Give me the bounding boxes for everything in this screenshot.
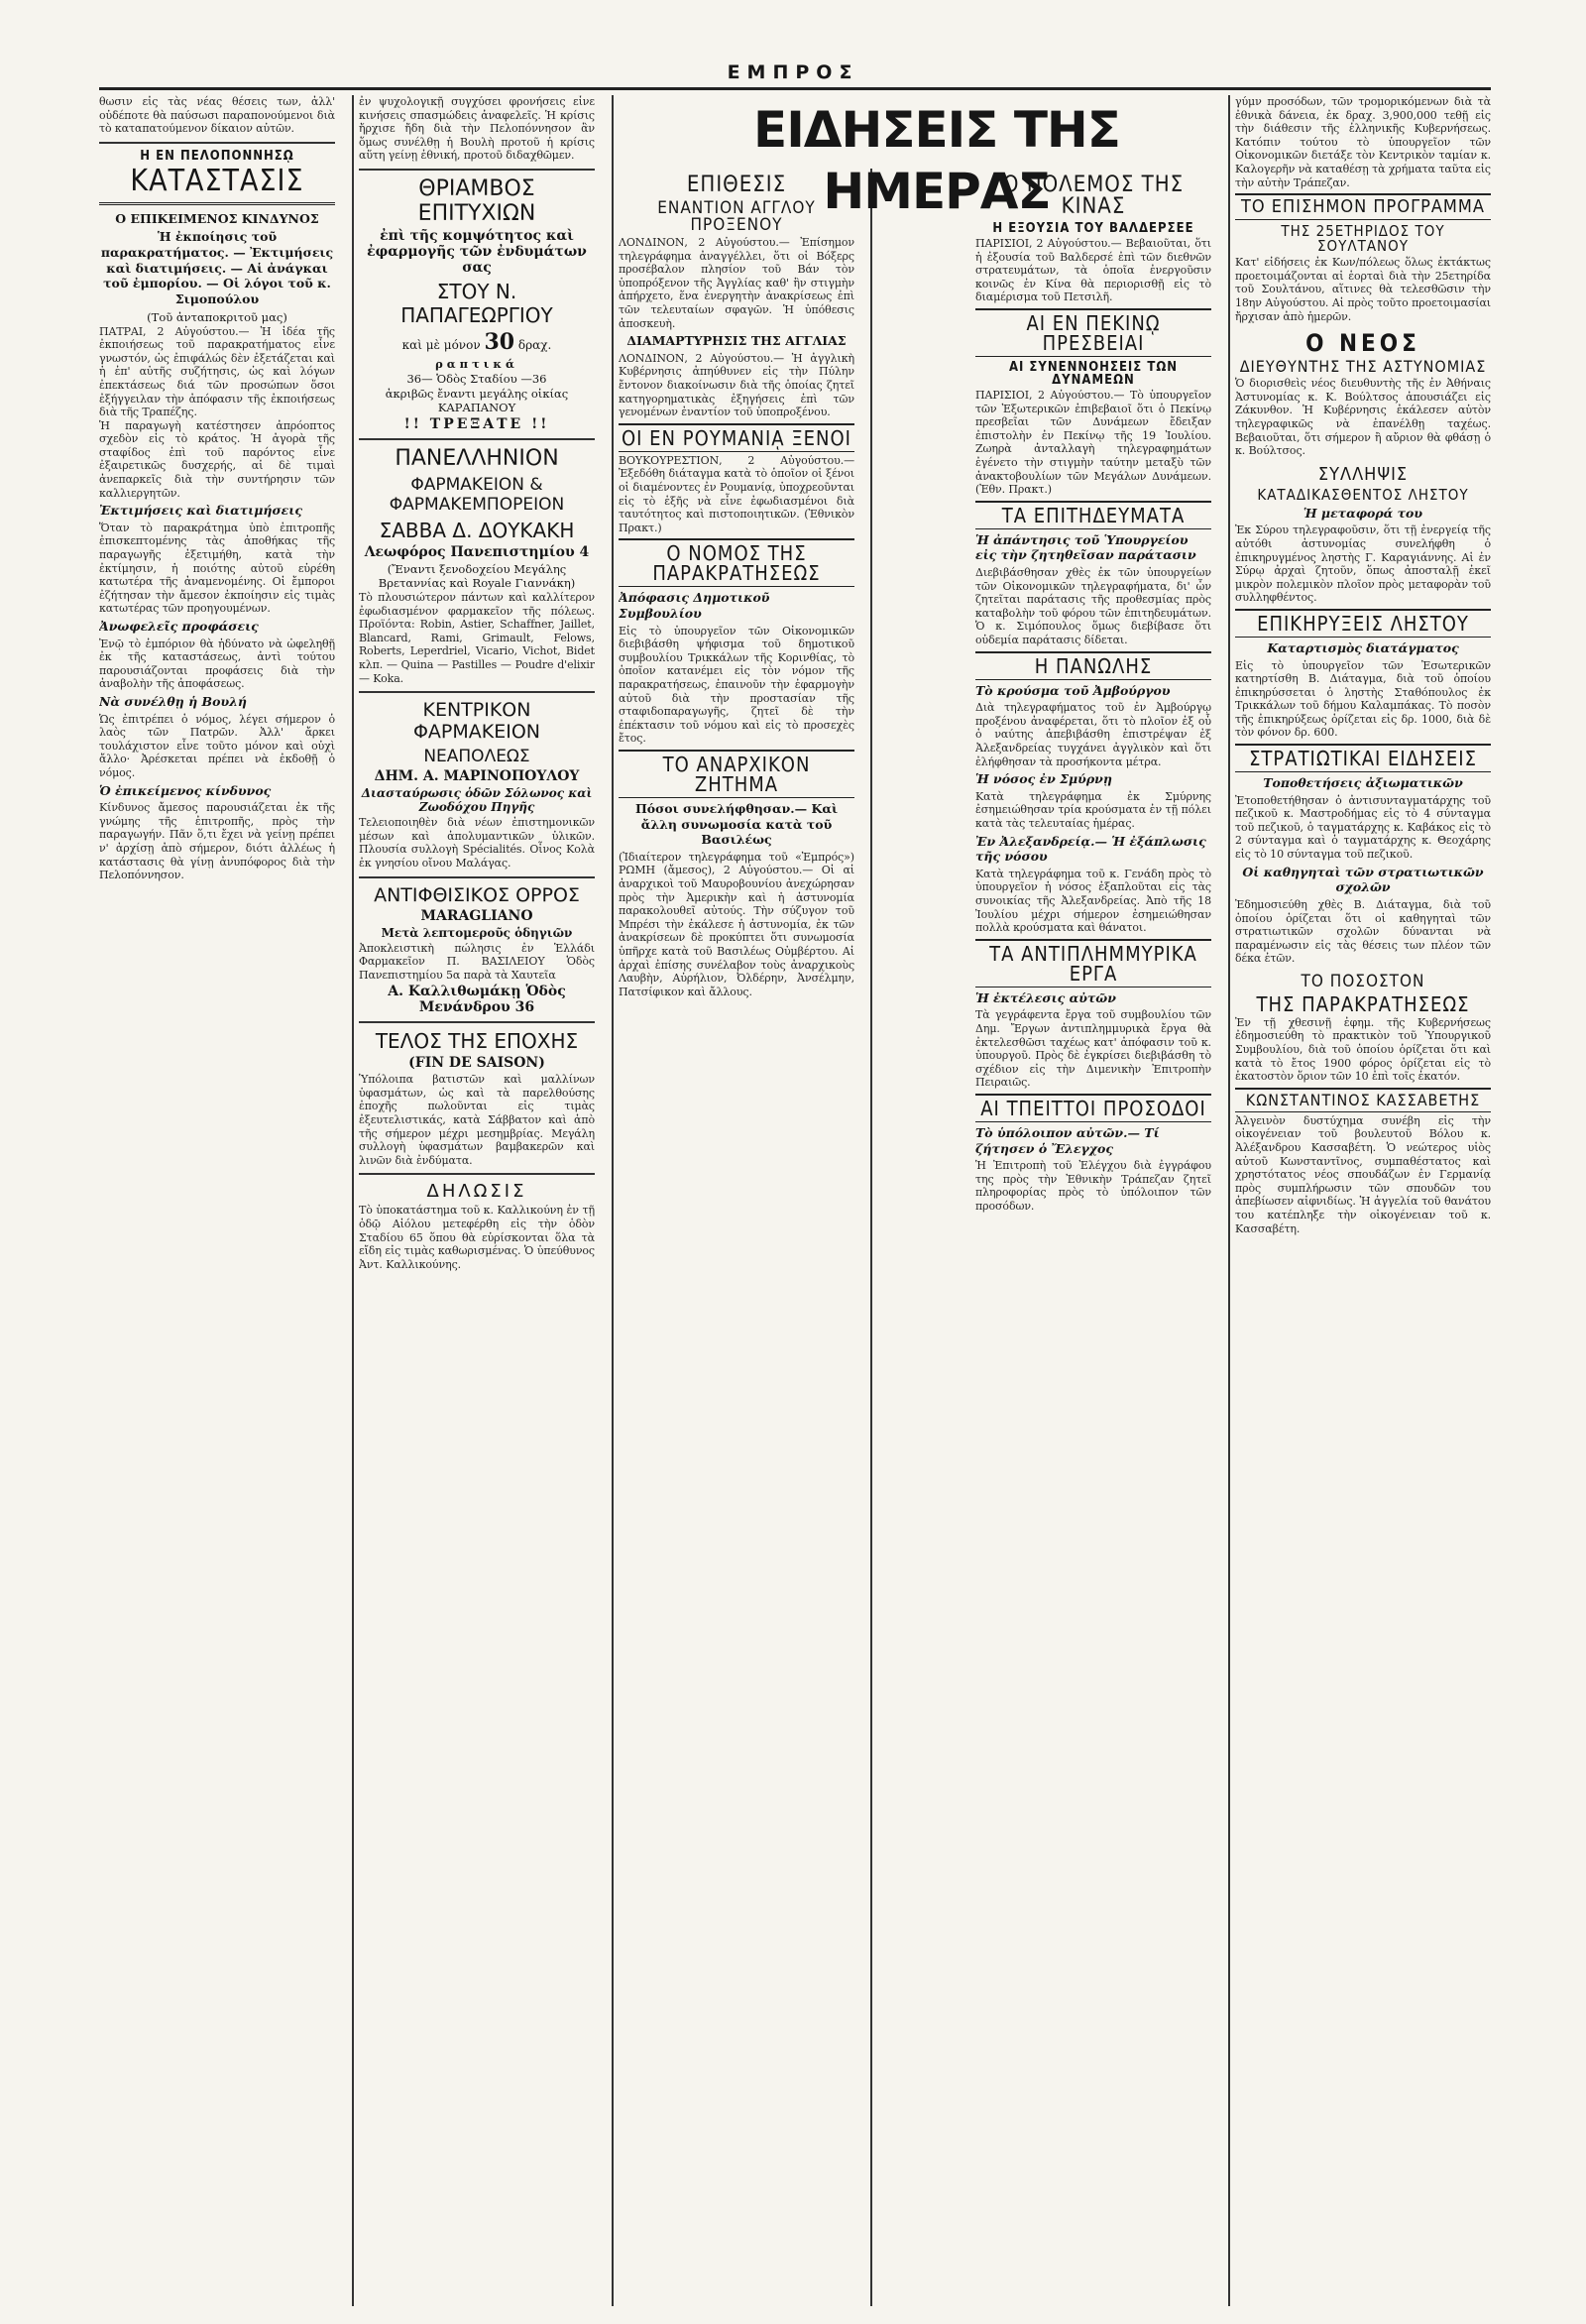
banner-headline: ΕΙΔΗΣΕΙΣ ΤΗΣ ΗΜΕΡΑΣ: [753, 101, 1120, 220]
article-headline: ΤΑ ΑΝΤΙΠΛΗΜΜΥΡΙΚΑ ΕΡΓΑ: [975, 939, 1211, 988]
article-headline-2: ΑΙ ΣΥΝΕΝΝΟΗΣΕΙΣ ΤΩΝ ΔΥΝΑΜΕΩΝ: [1008, 359, 1179, 388]
article-subhead: Ἀπόφασις Δημοτικοῦ Συμβουλίου: [619, 590, 770, 621]
article-body: ΒΟΥΚΟΥΡΕΣΤΙΟΝ, 2 Αὐγούστου.— Ἐξεδόθη διάταγμα κατὰ τὸ ὁποῖον οἱ ξένοι οἱ διαμένοντες ἐν Ρουμανίᾳ, ὑποχρεοῦνται εἰς τὸ ἑξῆς νὰ εἶνε ἐφωδιασμένοι διὰ ταυτότητος καὶ πιστοποιητικῶν. (Ἐθνικὸν Πρακτ.): [619, 453, 854, 534]
ad-kicker: ΠΑΝΕΛΛΗΝΙΟΝ: [395, 445, 559, 471]
ad-address: ἀκριβῶς ἔναντι μεγάλης οἰκίας ΚΑΡΑΠΑΝΟΥ: [385, 386, 569, 414]
article-body: Ὅταν τὸ παρακράτημα ὑπὸ ἐπιτροπῆς ἐπισκεπτομένης τὰς ἀποθήκας τῆς παραγωγῆς ἐξετιμήθη, κατὰ τὴν ἐκτίμησιν, ἡ ποιότης αὐτοῦ εὑρέθη κατωτέρα τῆς ἀναμενομένης. Οἱ ἔμποροι ἐζήτησαν τὴν ἄμεσον ἐκποίησιν εἰς τιμὰς κατωτέρας τῶν προηγουμένων.: [99, 521, 335, 616]
price-unit: δραχ.: [517, 337, 552, 352]
article-body: Εἰς τὸ ὑπουργεῖον τῶν Οἰκονομικῶν διεβιβάσθη ψήφισμα τοῦ δημοτικοῦ συμβουλίου Τρικκάλων τῆς Κορινθίας, τὸ ὁποῖον κατανέμει εἰς τὸν νόμον τῆς παρακρατήσεως, ἐπαινοῦν τὴν ἐφαρμογὴν αὐτοῦ διὰ τὴν προστασίαν τῆς σταφιδοπαραγωγῆς, ζητεῖ δὲ τὴν ἐπέκτασιν τοῦ νόμου καὶ εἰς τὸ προσεχὲς ἔτος.: [619, 624, 854, 746]
column-rule: [1228, 95, 1230, 2306]
article-kicker: Η ΕΝ ΠΕΛΟΠΟΝΝΗΣῼ: [140, 148, 294, 164]
ad-city: ΝΕΑΠΟΛΕΩΣ: [423, 747, 530, 767]
article-subhead: Ἡ μεταφορά του: [1303, 505, 1423, 521]
article-subhead: Καταρτισμὸς διατάγματος: [1267, 639, 1459, 655]
article-subhead: Ἡ ἐκτέλεσις αὐτῶν: [975, 989, 1116, 1005]
article-body: ΛΟΝΔΙΝΟΝ, 2 Αὐγούστου.— Ἡ ἀγγλικὴ Κυβέρνησις ἀπηύθυνεν εἰς τὴν Πύλην ἔντονον διακοίνωσιν διὰ τῆς ὁποίας ζητεῖ κατηγορηματικὰς ἐξηγήσεις ἐπὶ τῶν γενομένων ἐναντίον τοῦ ὑποπροξένου.: [619, 351, 854, 419]
ad-body: Τελειοποιηθὲν διὰ νέων ἐπιστημονικῶν μέσων καὶ ἀπολυμαντικῶν ὑλικῶν. Πλουσία συλλογὴ Spécialités. Οἶνος Κολὰ ἐκ γνησίου οἴνου Μαλάγας.: [359, 816, 595, 870]
section-subhead: Ἀνωφελεῖς προφάσεις: [99, 619, 259, 635]
article-subhead: Πόσοι συνελήφθησαν.— Καὶ ἄλλη συνωμοσία κατὰ τοῦ Βασιλέως: [634, 800, 839, 848]
ad-word: ραπτικά: [435, 356, 518, 371]
article-body: ΛΟΝΔΙΝΟΝ, 2 Αὐγούστου.— Ἐπίσημον τηλεγράφημα ἀναγγέλλει, ὅτι οἱ Βόξερς προσέβαλον πλησίον τοῦ Βάν τὸν ὑποπρόξενον τῆς Ἀγγλίας καθ' ἣν στιγμὴν ἀπήρχετο, ἕνα ἐνεργητὴν ἀνακρίσεως ἐπὶ τῶν τελευταίων σφαγῶν. Ἡ ὑπόθεσις ἀποσκευὴ.: [619, 236, 854, 330]
ad-subtitle: Μετὰ λεπτομεροῦς ὁδηγιῶν: [381, 925, 573, 940]
article-body: Κατὰ τηλεγράφημα τοῦ κ. Γενάδη πρὸς τὸ ὑπουργεῖον ἡ νόσος ἐξαπλοῦται εἰς τὰς συνοικίας τῆς Ἀλεξανδρείας. Ἀπὸ τῆς 18 Ἰουλίου μέχρι σήμερον ἐσημειώθησαν πολλὰ κρούσματα καὶ θάνατοι.: [975, 867, 1211, 935]
ad-title: ΑΝΤΙΦΘΙΣΙΚΟΣ ΟΡΡΟΣ: [374, 883, 580, 906]
article-subhead: Ἡ νόσος ἐν Σμύρνῃ: [975, 771, 1112, 787]
ad-cta: !! ΤΡΕΞΑΤΕ !!: [403, 415, 550, 432]
article-subhead: Ο ΕΠΙΚΕΙΜΕΝΟΣ ΚΙΝΔΥΝΟΣ: [115, 210, 319, 226]
divider: [359, 691, 595, 693]
ad-body: Τὸ ὑποκατάστημα τοῦ κ. Καλλικούνη ἐν τῇ ὁδῷ Αἰόλου μετεφέρθη εἰς τὴν ὁδὸν Σταδίου 65 ὅπου θὰ εὑρίσκονται ὅλα τὰ εἴδη εἰς τιμὰς καθωρισμένας. Ὁ ὑπεύθυνος Ἀντ. Καλλικούνης.: [359, 1204, 595, 1271]
article-body: Διεβιβάσθησαν χθὲς ἐκ τῶν ὑπουργείων τῶν Οἰκονομικῶν τηλεγραφήματα, δι' ὧν ζητεῖται παράτασις τῆς προθεσμίας πρὸς καταβολὴν τοῦ φόρου τῶν ἐπιτηδευμάτων. Ὁ κ. Σιμόπουλος ὅμως διεβίβασε ὅτι οὐδεμία παράτασις δίδεται.: [975, 565, 1211, 646]
ad-name: ΣΤΟΥ Ν. ΠΑΠΑΓΕΩΡΓΙΟΥ: [400, 279, 553, 327]
article-subhead: Τὸ κρούσμα τοῦ Ἀμβούργου: [975, 682, 1171, 698]
column-rule: [612, 95, 614, 2306]
ad-title: ΚΕΝΤΡΙΚΟΝ ΦΑΡΜΑΚΕΙΟΝ: [412, 699, 541, 744]
column-rule: [352, 95, 354, 2306]
article-body: Τὰ γεγράφεντα ἔργα τοῦ συμβουλίου τῶν Δημ. Ἔργων ἀντιπλημμυρικὰ ἔργα θὰ ἐκτελεσθῶσι ταχέως κατ' ἀπόφασιν τοῦ κ. ὑπουργοῦ. Πρὸς δὲ ἐγκρίσει διεβιβάσθη τὸ σχέδιον εἰς τὴν Διμενικὴν Ἐπιτροπὴν Πειραιῶς.: [975, 1008, 1211, 1090]
ad-title: ΔΗΛΩΣΙΣ: [426, 1181, 527, 1203]
column-rule: [870, 169, 872, 2306]
article-headline: ΣΤΡΑΤΙΩΤΙΚΑΙ ΕΙΔΗΣΕΙΣ: [1235, 744, 1491, 772]
article-subhead: ΔΙΑΜΑΡΤΥΡΗΣΙΣ ΤΗΣ ΑΓΓΛΙΑΣ: [626, 333, 847, 349]
ad-name: ΔΗΜ. Α. ΜΑΡΙΝΟΠΟΥΛΟΥ: [374, 768, 580, 785]
article-body: Κίνδυνος ἄμεσος παρουσιάζεται ἐκ τῆς γνώμης τῆς ἐπιτροπῆς, πρὸς τὴν παραγωγήν. Πᾶν ὅ,τι ἔχει νὰ γείνῃ πρέπει ν' ἀρχίσῃ ἀπὸ σήμερον, διότι ἀλλέως ἡ κατάστασις θὰ γίνῃ ἀνυπόφορος διὰ τὴν Πελοπόννησον.: [99, 801, 335, 882]
article-body: (Ἰδιαίτερον τηλεγράφημα τοῦ «Ἐμπρός») ΡΩΜΗ (ἄμεσος), 2 Αὐγούστου.— Οἱ αἱ ἀναρχικοὶ τοῦ Μαυροβουνίου ἀνεχώρησαν πρὸς τὴν Ἀμερικὴν καὶ ἡ ἀστυνομία παρακολουθεῖ αὐτούς. Τὴν σύζυγον τοῦ Μπρέσι τὴν ἐκάλεσε ἡ ἀστυνομία, ἐκ τῶν ἀνακρίσεων δὲ προκύπτει ὅτι συνωμοσία ὑπῆρχε κατὰ τοῦ Βασιλέως Οὐμβέρτου. Αἱ ἀρχαὶ ἐπίσης συνέλαβον τοὺς ἀναρχικοὺς Λαυβὴν, Αὐρήλιον, Ὀλδέρην, Ἀνσέλμην, Πατσίφικον καὶ ἄλλους.: [619, 850, 854, 998]
article-headline: ΣΥΛΛΗΨΙΣ: [1317, 463, 1409, 485]
article-body: ΠΑΡΙΣΙΟΙ, 2 Αὐγούστου.— Τὸ ὑπουργεῖον τῶν Ἐξωτερικῶν ἐπιβεβαιοῖ ὅτι ὁ Πεκίνῳ πρεσβεῖαι τῶν Δυνάμεων ἔδειξαν ἐπιστολὴν ἐν Πεκίνῳ τῆς 19 Ἰουλίου. Ζωηρὰ ἀνταλλαγὴ τηλεγραφημάτων ἐγένετο τὴν στιγμὴν ταύτην μεταξὺ τῶν ἀνακτοβουλίων τῶν Μεγάλων Δυνάμεων. (Ἐθν. Πρακτ.): [975, 388, 1211, 497]
article-body: Ἐτοποθετήθησαν ὁ ἀντισυνταγματάρχης τοῦ πεζικοῦ κ. Μαστροδήμας εἰς τὸ 4 σύνταγμα τοῦ πεζικοῦ, ὁ ταγματάρχης κ. Καβάκος εἰς τὸ 2 σύνταγμα καὶ ὁ ταγματάρχης κ. Θεοχάρης εἰς τὸ 10 σύνταγμα τοῦ πεζικοῦ.: [1235, 793, 1491, 862]
article-headline: Ο ΠΟΛΕΜΟΣ ΤΗΣ ΚΙΝΑΣ: [1002, 173, 1185, 219]
article-body: Ἐνῷ τὸ ἐμπόριον θὰ ἠδύνατο νὰ ὠφεληθῇ ἐκ τῆς καταστάσεως, ἀντὶ τούτου παρουσιάζονται προφάσεις διὰ τὴν ἀναβολὴν τῆς ἀποφάσεως.: [99, 637, 335, 691]
article-body: Ἡ Ἐπιτροπὴ τοῦ Ἐλέγχου διὰ ἐγγράφου της πρὸς τὴν Ἐθνικὴν Τράπεζαν ζητεῖ πληροφορίας πρὸς τὸ ὑπόλοιπον τῶν προσόδων.: [975, 1159, 1211, 1213]
article-headline: ΚΑΤΑΣΤΑΣΙΣ: [130, 163, 304, 198]
ad-line: ἐπὶ τῆς κομψότητος καὶ ἐφαρμογῆς τῶν ἐνδυμάτων σας: [367, 227, 587, 276]
ad-body: Ἀποκλειστικὴ πώλησις ἐν Ἑλλάδι Φαρμακεῖον Π. ΒΑΣΙΛΕΙΟΥ Ὁδὸς Πανεπιστημίου 5α παρὰ τὰ Χαυτεῖα: [359, 941, 595, 982]
column-4: [975, 171, 1211, 2306]
price-value: 30: [484, 328, 515, 355]
article-body: ΠΑΡΙΣΙΟΙ, 2 Αὐγούστου.— Βεβαιοῦται, ὅτι ἡ ἐξουσία τοῦ Βαλδερσέ ἐπὶ τῶν διεθνῶν στρατευμάτων, τὰ ὁποῖα ἐνεργοῦσιν κοινῶς ἐν Κίνα θὰ περιορισθῇ εἰς τὸ διαμέρισμα τοῦ Πετσιλῆ.: [975, 237, 1211, 304]
article-headline-2: ΚΑΤΑΔΙΚΑΣΘΕΝΤΟΣ ΛΗΣΤΟΥ: [1257, 485, 1469, 504]
ad-address: 36— Ὁδὸς Σταδίου —36: [406, 371, 547, 386]
article-body: Ὁ διορισθεὶς νέος διευθυντὴς τῆς ἐν Ἀθήναις Ἀστυνομίας κ. Κ. Βούλτσος ἀπουσιάζει εἰς Ζάκυνθον. Ἡ Κυβέρνησις ἐκάλεσεν αὐτὸν τηλεγραφικῶς νὰ ἐπανέλθῃ ταχέως. Βεβαιοῦται, ὅτι σήμερον ἢ αὔριον θὰ φθάσῃ ὁ κ. Βούλτσος.: [1235, 377, 1491, 458]
article-headline-2: ΤΗΣ ΠΑΡΑΚΡΑΤΗΣΕΩΣ: [1256, 991, 1470, 1016]
article-headline: ΕΠΙΘΕΣΙΣ: [686, 173, 787, 197]
article-headline: ΤΑ ΕΠΙΤΗΔΕΥΜΑΤΑ: [975, 501, 1211, 529]
article-headline: ΟΙ ΕΝ ΡΟΥΜΑΝΙᾼ ΞΕΝΟΙ: [619, 423, 854, 452]
article-headline: Η ΠΑΝΩΛΗΣ: [975, 651, 1211, 680]
article-subhead: Ἐν Ἀλεξανδρείᾳ.— Ἡ ἐξάπλωσις τῆς νόσου: [975, 833, 1206, 865]
article-subhead: Τοποθετήσεις ἀξιωματικῶν: [1263, 775, 1463, 791]
article-headline: ΑΙ ΤΠΕΙΤΤΟΙ ΠΡΟΣΟΔΟΙ: [975, 1094, 1211, 1122]
ad-title: ΦΑΡΜΑΚΕΙΟΝ & ΦΑΡΜΑΚΕΜΠΟΡΕΙΟΝ: [389, 474, 565, 515]
ad-address: Λεωφόρος Πανεπιστημίου 4: [364, 543, 590, 560]
divider: [359, 1021, 595, 1023]
article-headline: ΕΠΙΚΗΡΥΞΕΙΣ ΛΗΣΤΟΥ: [1235, 609, 1491, 638]
lead-paragraph: γύμν προσόδων, τῶν τρομορικόμενων διὰ τὰ ἐθνικὰ δάνεια, ἐκ δραχ. 3,900,000 τεθῇ εἰς τὴν διάθεσιν τῆς ἑλληνικῆς Κυβερνήσεως. Κατόπιν τούτου τὸ ὑπουργεῖον τῶν Οἰκονομικῶν διετάξε τὸν Κεντρικὸν ταμίαν κ. Καλογερῆν νὰ καταθέσῃ τὰ χρήματα ταῦτα εἰς τὴν αὐτὴν Τράπεζαν.: [1235, 95, 1491, 189]
section-subhead: Ὁ ἐπικείμενος κίνδυνος: [99, 782, 272, 798]
lead-paragraph: θωσιν εἰς τὰς νέας θέσεις των, ἀλλ' οὐδέποτε θὰ παύσωσι παραπονούμενοι διὰ τὸ καταπατούμενον δίκαιον αὐτῶν.: [99, 95, 335, 136]
article-headline: Ο ΝΟΜΟΣ ΤΗΣ ΠΑΡΑΚΡΑΤΗΣΕΩΣ: [619, 538, 854, 587]
ad-branch: Α. Καλλιθωμάκῃ Ὁδὸς Μενάνδρου 36: [388, 984, 566, 1016]
article-body: Διὰ τηλεγραφήματος τοῦ ἐν Ἀμβούργῳ προξένου ἀναφέρεται, ὅτι τὸ πλοῖον ἐξ οὗ ὁ ναύτης ἀπεβιβάσθη ἐπιστρέψαν ἐξ Ἀλεξανδρείας τυγχάνει ἀγγλικὸν καὶ ὅτι ἐλήφθησαν τὰ προσήκοντα μέτρα.: [975, 701, 1211, 768]
masthead: ΕΜΠΡΟΣ: [727, 61, 859, 83]
article-body: ΠΑΤΡΑΙ, 2 Αὐγούστου.— Ἡ ἰδέα τῆς ἐκποιήσεως τοῦ παρακρατήματος εἶνε γνωστόν, ὡς ἐπιφάλώς δὲν ἐξετάζεται καὶ ἡ ἐπ' αὐτῆς συζήτησις, ὡς καὶ λόγων ἐπεκτάσεως διά τῶν προσώπων ὅσοι ἐξήγγειλαν τὴν ἀπόφασιν τῆς ἐκποιήσεως διὰ τῆς Τραπέζης.: [99, 324, 335, 419]
article-body: Ὡς ἐπιτρέπει ὁ νόμος, λέγει σήμερον ὁ λαὸς τῶν Πατρῶν. Ἀλλ' ἄρκει τουλάχιστον εἶνε τοῦτο μόνον καὶ οὐχὶ ἄλλο· Ἀρέσκεται πρέπει νὰ ἐκδοθῇ ὁ νόμος.: [99, 712, 335, 780]
price-label: καὶ μὲ μόνον: [401, 337, 481, 352]
lead-paragraph: ἐν ψυχολογικῇ συγχύσει φρονήσεις εἶνε κινήσεις σπασμώδεις ἀναφελεῖς. Ἡ κρίσις ἤρχισε ἤδη διὰ τὴν Πελοπόννησον ἂν ὅμως συνέλθῃ ἡ Βουλὴ προτοῦ ἡ κρίσις αὕτη γείνῃ ἐθνική, προτοῦ διδαχθῶμεν.: [359, 95, 595, 163]
article-body: Ἐν τῇ χθεσινῇ ἐφημ. τῆς Κυβερνήσεως ἐδημοσιεύθη τὸ πρακτικὸν τοῦ Ὑπουργικοῦ Συμβουλίου, διὰ τοῦ ὁποίου ὁρίζεται ὅτι καὶ κατὰ τὸ ἔτος 1900 φόρος ὁρίζεται εἰς τὸ ἑκατοστὸν ὅριον τῶν 10 ἐπὶ τοῖς ἑκατόν.: [1235, 1015, 1491, 1084]
article-body: Εἰς τὸ ὑπουργεῖον τῶν Ἐσωτερικῶν κατηρτίσθη Β. Διάταγμα, διὰ τοῦ ὁποίου ἐπικηρύσσεται ὁ ληστὴς Σταθόπουλος ἐκ Τρικκάλων τοῦ δήμου Καλαμπάκας. Τὸ ποσὸν τῆς ἐπικηρύξεως ὁρίζεται εἰς δρ. 1000, διὰ δὲ τὸν φόνον δρ. 600.: [1235, 658, 1491, 740]
article-headline: Ο ΝΕΟΣ: [1305, 329, 1420, 358]
article-subhead: Τὸ ὑπόλοιπον αὐτῶν.— Τί ζήτησεν ὁ Ἔλεγχος: [975, 1124, 1160, 1156]
ad-address: Διασταύρωσις ὁδῶν Σόλωνος καὶ Ζωοδόχου Πηγῆς: [361, 786, 593, 815]
divider: [99, 142, 335, 144]
divider: [359, 438, 595, 440]
top-rule: [99, 87, 1491, 90]
ad-title: ΤΕΛΟΣ ΤΗΣ ΕΠΟΧΗΣ: [375, 1029, 579, 1054]
article-body: Ἐκ Σύρου τηλεγραφοῦσιν, ὅτι τῇ ἐνεργείᾳ τῆς αὐτόθι ἀστυνομίας συνελήφθη ὁ ἐπικηρυγμένος ληστὴς Γ. Καραγιάννης. Αἱ ἐν Σύρῳ ἀρχαὶ ζητοῦν, ὅπως ἀποσταλῇ ἐκεῖ μικρὸν πολεμικὸν πλοῖον πρὸς μεταφορὰν τοῦ συλληφθέντος.: [1235, 523, 1491, 605]
divider: [359, 1173, 595, 1175]
column-5: [1235, 95, 1491, 2306]
ad-body: Τὸ πλουσιώτερον πάντων καὶ καλλίτερον ἐφωδιασμένον φαρμακεῖον τῆς πόλεως. Προϊόντα: Robin, Astier, Schaffner, Jaillet, Blancard, Rami, Grimault, Felows, Roberts, Leperdriel, Vicario, Vichot, Bidet κλπ. — Quina — Pastilles — Poudre d'elixir — Koka.: [359, 590, 595, 685]
article-subhead: Ἡ ἀπάντησις τοῦ Ὑπουργείου εἰς τὴν ζητηθεῖσαν παράτασιν: [975, 531, 1196, 563]
article-body: Ἡ παραγωγὴ κατέστησεν ἀπρόοπτος σχεδὸν εἰς τὸ κράτος. Ἡ ἀγορὰ τῆς σταφίδος ἐπὶ τοῦ παρόντος εἶνε ἐξαιρετικῶς δυσχερής, αἱ δὲ τιμαὶ ἀνεπαρκεῖς διὰ τὴν συντήρησιν τῶν καλλιεργητῶν.: [99, 418, 335, 500]
ad-name: ΣΑΒΒΑ Δ. ΔΟΥΚΑΚΗ: [379, 518, 575, 542]
column-2: [359, 95, 595, 2306]
article-headline-2: ΕΝΑΝΤΙΟΝ ΑΓΓΛΟΥ ΠΡΟΞΕΝΟΥ: [657, 198, 816, 235]
ad-subtitle: (FIN DE SAISON): [408, 1055, 545, 1072]
article-headline: ΤΟ ΠΟΣΟΣΤΟΝ: [1301, 971, 1425, 991]
ad-body: Ὑπόλοιπα βατιστῶν καὶ μαλλίνων ὑφασμάτων, ὡς καὶ τὰ παρελθούσης ἐποχῆς πωλοῦνται εἰς τιμὰς ἐξευτελιστικάς, κατὰ Σάββατον καὶ ἀπὸ τῆς σήμερον μέχρι μεσημβρίας. Μεγάλη συλλογὴ ὑφασμάτων βαμβακερῶν καὶ λινῶν διὰ ἐνδύματα.: [359, 1073, 595, 1167]
ad-title: ΘΡΙΑΜΒΟΣ ΕΠΙΤΥΧΙΩΝ: [417, 175, 536, 226]
article-headline-2: ΔΙΕΥΘΥΝΤΗΣ ΤΗΣ ΑΣΤΥΝΟΜΙΑΣ: [1239, 357, 1487, 377]
article-body: Κατ' εἰδήσεις ἐκ Κων/πόλεως ὅλως ἐκτάκτως προετοιμάζονται αἱ ἑορταὶ διὰ τὴν 25ετηρίδα τοῦ Σουλτάνου, αἵτινες θὰ τελεσθῶσιν τὴν 18ην Αὐγούστου. Αἱ πρὸς τοῦτο προετοιμασίαι ἤρχισαν ἀπὸ ἡμερῶν.: [1235, 256, 1491, 323]
divider: [99, 202, 335, 205]
article-headline: ΑΙ ΕΝ ΠΕΚΙΝῼ ΠΡΕΣΒΕΙΑΙ: [975, 308, 1211, 357]
article-body: Ἀλγεινὸν δυστύχημα συνέβη εἰς τὴν οἰκογένειαν τοῦ βουλευτοῦ Βόλου κ. Ἀλέξανδρου Κασσαβέτη. Ὁ νεώτερος υἱὸς αὐτοῦ Κωνσταντῖνος, συμπαθέστατος καὶ χρηστότατος νέος σπουδάζων ἐν Γερμανίᾳ πρὸς συμπλήρωσιν τῶν σπουδῶν του ἀπεβίωσεν αἰφνιδίως. Ἡ ἀγγελία τοῦ θανάτου του κατέπληξε τὴν οἰκογένειαν τοῦ κ. Κασσαβέτη.: [1235, 1113, 1491, 1235]
article-headline-2: Η ΕΞΟΥΣΙΑ ΤΟΥ ΒΑΛΔΕΡΣΕΕ: [992, 221, 1194, 236]
article-headline: ΤΟ ΑΝΑΡΧΙΚΟΝ ΖΗΤΗΜΑ: [619, 750, 854, 798]
divider: [359, 169, 595, 171]
article-deck: Ἡ ἐκποίησις τοῦ παρακρατήματος. — Ἐκτιμήσεις καὶ διατιμήσεις. — Αἱ ἀνάγκαι τοῦ ἐμπορίου. — Οἱ λόγοι τοῦ κ. Σιμοπούλου: [100, 229, 334, 306]
section-subhead: Νὰ συνέλθῃ ἡ Βουλή: [99, 694, 247, 710]
divider: [359, 876, 595, 878]
article-body: Κατὰ τηλεγράφημα ἐκ Σμύρνης ἐσημειώθησαν τρία κρούσματα ἐν τῇ πόλει κατὰ τὰς τελευταίας ἡμέρας.: [975, 789, 1211, 830]
ad-name: MARAGLIANO: [420, 907, 533, 924]
article-headline-2: ΤΗΣ 25ΕΤΗΡΙΔΟΣ ΤΟΥ ΣΟΥΛΤΑΝΟΥ: [1281, 222, 1445, 256]
article-headline: ΤΟ ΕΠΙΣΗΜΟΝ ΠΡΟΓΡΑΜΜΑ: [1235, 193, 1491, 220]
article-headline: ΚΩΝΣΤΑΝΤΙΝΟΣ ΚΑΣΣΑΒΕΤΗΣ: [1235, 1088, 1491, 1112]
column-3: [619, 171, 854, 2306]
article-subhead: Οἱ καθηγηταὶ τῶν στρατιωτικῶν σχολῶν: [1242, 864, 1484, 895]
column-1: [99, 95, 335, 2306]
section-subhead: Ἐκτιμήσεις καὶ διατιμήσεις: [99, 503, 302, 519]
ad-address: (Ἔναντι ξενοδοχείου Μεγάλης Βρεταννίας καὶ Royale Γιαννάκη): [378, 561, 576, 590]
byline: (Τοῦ ἀνταποκριτοῦ μας): [147, 309, 287, 324]
ad-price: [359, 329, 595, 355]
article-body: Ἐδημοσιεύθη χθὲς Β. Διάταγμα, διὰ τοῦ ὁποίου ὁρίζεται ὅτι οἱ καθηγηταὶ τῶν στρατιωτικῶν σχολῶν δύνανται νὰ παραμένωσιν εἰς τὰς θέσεις των πλέον τῶν δέκα ἐτῶν.: [1235, 897, 1491, 966]
